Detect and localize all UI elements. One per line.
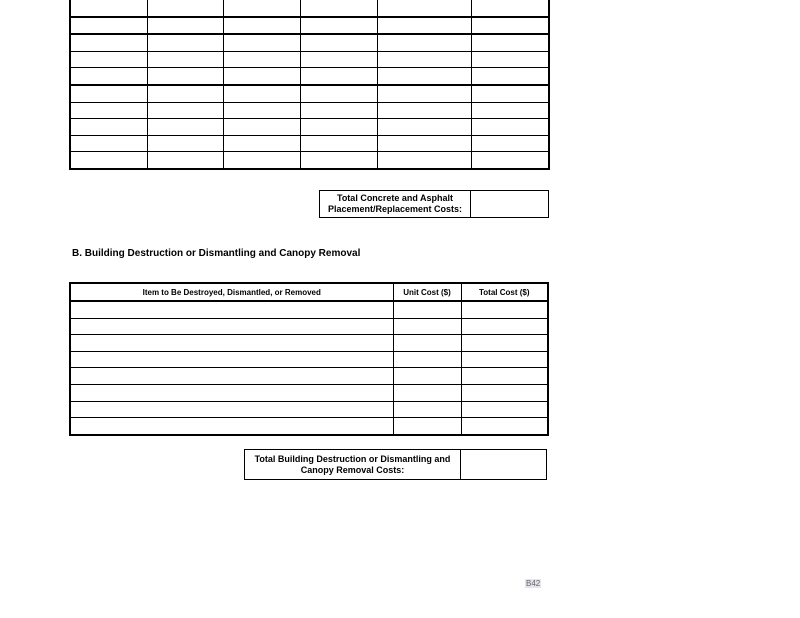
table-cell[interactable]	[377, 135, 471, 152]
table-cell[interactable]	[147, 51, 223, 68]
concrete-asphalt-total-label: Total Concrete and Asphalt Placement/Replacement Costs:	[320, 191, 471, 218]
table-cell[interactable]	[461, 384, 548, 401]
table-cell[interactable]	[223, 51, 300, 68]
table-cell[interactable]	[147, 0, 223, 17]
table-header-row	[70, 283, 548, 301]
table-cell[interactable]	[377, 102, 471, 119]
concrete-asphalt-total-box	[319, 190, 549, 218]
destruction-total-field[interactable]	[461, 450, 547, 480]
table-cell[interactable]	[377, 152, 471, 169]
table-row	[70, 51, 549, 68]
table-row	[70, 17, 549, 35]
table-row	[70, 401, 548, 418]
table-cell[interactable]	[300, 135, 377, 152]
table-cell[interactable]	[223, 68, 300, 85]
destruction-total-label: Total Building Destruction or Dismantling and Canopy Removal Costs:	[245, 450, 461, 480]
table-cell[interactable]	[223, 119, 300, 136]
table-cell[interactable]	[223, 102, 300, 119]
table-cell[interactable]	[461, 351, 548, 368]
table-cell[interactable]	[461, 301, 548, 318]
table-cell[interactable]	[223, 17, 300, 35]
table-cell[interactable]	[70, 135, 147, 152]
table-cell[interactable]	[70, 17, 147, 35]
table-cell[interactable]	[147, 34, 223, 51]
table-cell[interactable]	[70, 102, 147, 119]
table-cell[interactable]	[461, 335, 548, 352]
table-cell[interactable]	[471, 34, 549, 51]
table-row	[70, 351, 548, 368]
table-cell[interactable]	[377, 85, 471, 102]
table-cell[interactable]	[471, 135, 549, 152]
table-cell[interactable]	[393, 368, 461, 385]
table-row	[70, 85, 549, 102]
table-cell[interactable]	[393, 351, 461, 368]
table-cell[interactable]	[300, 102, 377, 119]
table-cell[interactable]	[223, 0, 300, 17]
destruction-items-table	[69, 282, 549, 436]
table-row	[70, 335, 548, 352]
table-row	[70, 301, 548, 318]
table-cell[interactable]	[223, 152, 300, 169]
table-cell[interactable]	[70, 152, 147, 169]
table-cell[interactable]	[70, 418, 393, 435]
table-cell[interactable]	[377, 119, 471, 136]
table-cell[interactable]	[461, 368, 548, 385]
table-cell[interactable]	[377, 34, 471, 51]
table-cell[interactable]	[471, 17, 549, 35]
table-cell[interactable]	[70, 368, 393, 385]
table-cell[interactable]	[471, 68, 549, 85]
table-cell[interactable]	[393, 401, 461, 418]
table-cell[interactable]	[300, 34, 377, 51]
table-cell[interactable]	[300, 68, 377, 85]
table-cell[interactable]	[300, 17, 377, 35]
table-cell[interactable]	[147, 135, 223, 152]
table-row	[70, 119, 549, 136]
table-cell[interactable]	[377, 17, 471, 35]
table-cell[interactable]	[147, 152, 223, 169]
table-row	[70, 152, 549, 169]
table-cell[interactable]	[461, 318, 548, 335]
table-cell[interactable]	[471, 119, 549, 136]
table-cell[interactable]	[70, 34, 147, 51]
table-cell[interactable]	[377, 0, 471, 17]
table-cell[interactable]	[70, 68, 147, 85]
table-cell[interactable]	[147, 119, 223, 136]
table-row	[70, 384, 548, 401]
table-cell[interactable]	[147, 102, 223, 119]
column-header-item: Item to Be Destroyed, Dismantled, or Removed	[70, 283, 393, 301]
table-cell[interactable]	[393, 418, 461, 435]
table-cell[interactable]	[471, 85, 549, 102]
table-cell[interactable]	[471, 51, 549, 68]
table-cell[interactable]	[70, 351, 393, 368]
table-row	[70, 102, 549, 119]
table-cell[interactable]	[223, 34, 300, 51]
table-cell[interactable]	[70, 384, 393, 401]
table-row	[70, 368, 548, 385]
concrete-asphalt-total-field[interactable]	[471, 191, 549, 218]
table-cell[interactable]	[70, 335, 393, 352]
concrete-asphalt-table	[69, 0, 550, 170]
table-cell[interactable]	[393, 384, 461, 401]
table-cell[interactable]	[70, 301, 393, 318]
table-cell[interactable]	[393, 318, 461, 335]
table-row	[70, 318, 548, 335]
table-cell[interactable]	[223, 135, 300, 152]
table-cell[interactable]	[147, 85, 223, 102]
table-row	[70, 0, 549, 17]
table-cell[interactable]	[461, 401, 548, 418]
table-cell[interactable]	[147, 17, 223, 35]
table-cell[interactable]	[70, 0, 147, 17]
table-cell[interactable]	[223, 85, 300, 102]
table-cell[interactable]	[471, 0, 549, 17]
table-row	[70, 34, 549, 51]
table-cell[interactable]	[471, 102, 549, 119]
table-cell[interactable]	[70, 51, 147, 68]
table-cell[interactable]	[300, 51, 377, 68]
table-cell[interactable]	[70, 318, 393, 335]
table-cell[interactable]	[471, 152, 549, 169]
table-cell[interactable]	[70, 119, 147, 136]
table-cell[interactable]	[70, 85, 147, 102]
table-cell[interactable]	[300, 119, 377, 136]
table-cell[interactable]	[300, 152, 377, 169]
table-cell[interactable]	[147, 68, 223, 85]
column-header-unit-cost: Unit Cost ($)	[393, 283, 461, 301]
table-cell[interactable]	[300, 85, 377, 102]
table-cell[interactable]	[393, 301, 461, 318]
table-row	[70, 68, 549, 85]
table-cell[interactable]	[300, 0, 377, 17]
destruction-total-box	[244, 449, 547, 480]
page-number: B42	[526, 579, 541, 588]
column-header-total-cost: Total Cost ($)	[461, 283, 548, 301]
table-row	[70, 135, 549, 152]
table-row	[70, 418, 548, 435]
table-cell[interactable]	[70, 401, 393, 418]
table-cell[interactable]	[461, 418, 548, 435]
table-cell[interactable]	[377, 68, 471, 85]
section-b-title: B. Building Destruction or Dismantling and Canopy Removal	[72, 248, 361, 259]
table-cell[interactable]	[393, 335, 461, 352]
table-cell[interactable]	[377, 51, 471, 68]
